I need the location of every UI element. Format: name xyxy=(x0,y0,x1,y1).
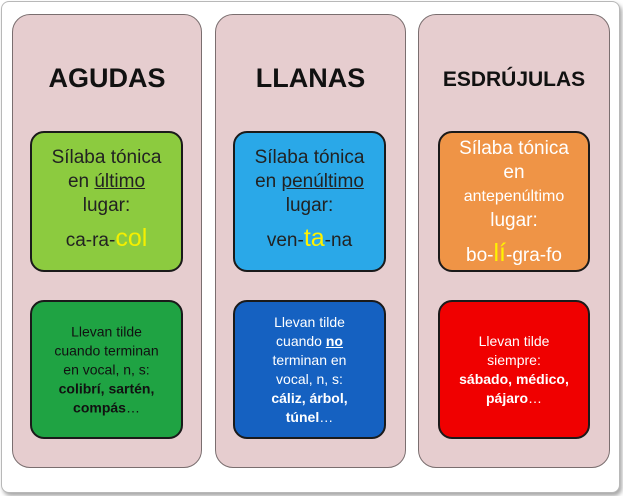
column-title: AGUDAS xyxy=(48,63,166,93)
rule-examples: cáliz, árbol, xyxy=(271,389,348,406)
box-line: en xyxy=(503,162,525,183)
tonic-syllable: col xyxy=(115,224,148,252)
tonic-syllable-box xyxy=(30,131,183,272)
example-word: ca-ra-col xyxy=(65,224,148,252)
rule-line: siempre: xyxy=(487,351,541,368)
rule-examples: compás… xyxy=(73,399,140,415)
column-agudas xyxy=(12,14,202,468)
rule-line: cuando terminan xyxy=(54,342,159,358)
rule-line: vocal, n, s: xyxy=(276,370,343,387)
box-line: lugar: xyxy=(82,195,131,216)
box-line: lugar: xyxy=(285,195,334,216)
rule-line: terminan en xyxy=(272,351,347,368)
rule-examples: sábado, médico, xyxy=(459,370,569,387)
position-word: penúltimo xyxy=(281,171,364,192)
accent-rule-box xyxy=(438,300,590,439)
rule-line: cuando no xyxy=(276,332,343,349)
rule-line: en vocal, n, s: xyxy=(63,361,150,377)
rule-line: Llevan tilde xyxy=(274,313,345,330)
rule-examples: colibrí, sartén, xyxy=(58,380,155,396)
box-line: en último xyxy=(67,171,146,192)
accent-rule-box xyxy=(30,300,183,439)
box-line: en penúltimo xyxy=(255,171,364,192)
example-word: ven-ta-na xyxy=(266,224,353,252)
rule-line: Llevan tilde xyxy=(71,323,142,339)
box-line: Sílaba tónica xyxy=(254,147,365,168)
accent-rule-box xyxy=(233,300,386,439)
position-word: último xyxy=(94,171,146,192)
box-line: Sílaba tónica xyxy=(51,147,162,168)
tonic-syllable-box xyxy=(233,131,386,272)
rule-examples: pájaro… xyxy=(485,389,542,406)
tonic-syllable-box xyxy=(438,131,590,272)
box-line: antepenúltimo xyxy=(463,188,565,205)
column-esdrujulas xyxy=(418,14,610,468)
tonic-syllable: lí xyxy=(493,239,506,267)
column-llanas xyxy=(215,14,406,468)
rule-examples: túnel… xyxy=(285,408,334,425)
infographic-frame xyxy=(1,1,620,493)
example-word: bo-lí-gra-fo xyxy=(466,239,562,267)
box-line: lugar: xyxy=(490,210,538,231)
rule-line: Llevan tilde xyxy=(478,332,550,349)
column-title: LLANAS xyxy=(255,63,366,93)
box-line: Sílaba tónica xyxy=(459,138,569,159)
column-title: ESDRÚJULAS xyxy=(442,68,586,91)
tonic-syllable: ta xyxy=(303,224,325,252)
